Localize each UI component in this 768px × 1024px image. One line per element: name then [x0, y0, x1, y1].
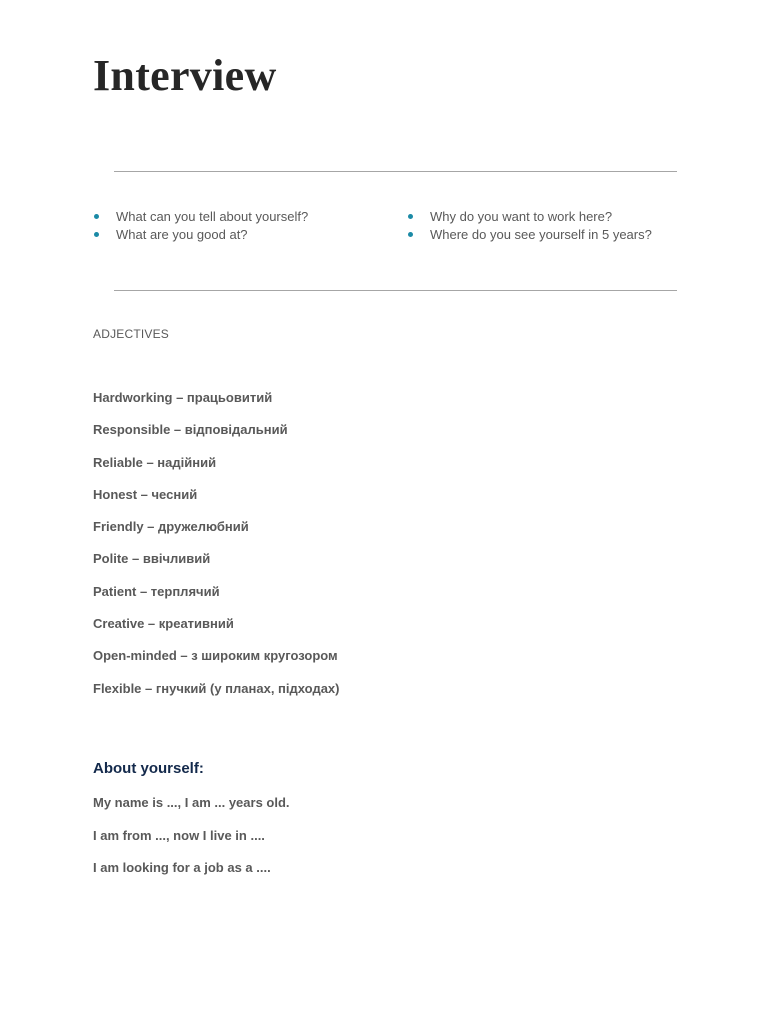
question-text: Where do you see yourself in 5 years?	[430, 227, 652, 242]
adjective-item: Creative – креативний	[93, 616, 234, 632]
adjective-item: Polite – ввічливий	[93, 551, 211, 567]
about-yourself-heading: About yourself:	[93, 760, 204, 777]
divider-bottom	[114, 290, 677, 291]
bullet-dot-icon	[408, 214, 413, 219]
question-text: What are you good at?	[116, 227, 248, 242]
question-item	[93, 208, 407, 226]
questions-column-left	[93, 208, 407, 244]
adjective-item: Reliable – надійний	[93, 454, 217, 470]
question-item	[93, 226, 407, 244]
adjectives-section-label: ADJECTIVES	[93, 327, 170, 341]
question-text: Why do you want to work here?	[430, 209, 613, 224]
about-line: I am from ..., now I live in ....	[93, 827, 265, 843]
adjective-item: Responsible – відповідальний	[93, 422, 288, 438]
page-title: Interview	[93, 51, 277, 100]
adjective-item: Open-minded – з широким кругозором	[93, 648, 338, 664]
about-line: My name is ..., I am ... years old.	[93, 795, 290, 810]
about-yourself-lines	[93, 794, 290, 892]
question-text: What can you tell about yourself?	[116, 209, 309, 224]
adjective-item: Friendly – дружелюбний	[93, 519, 249, 535]
question-item	[407, 226, 652, 244]
bullet-dot-icon	[408, 232, 413, 237]
bullet-dot-icon	[94, 214, 99, 219]
bullet-dot-icon	[94, 232, 99, 237]
adjective-item: Patient – терплячий	[93, 583, 220, 599]
adjectives-list	[93, 389, 340, 712]
divider-top	[114, 171, 677, 172]
adjective-item: Flexible – гнучкий (у планах, підходах)	[93, 680, 340, 696]
about-line: I am looking for a job as a ....	[93, 860, 271, 875]
question-item	[407, 208, 652, 226]
adjective-item: Honest – чесний	[93, 486, 198, 502]
interview-questions	[93, 208, 693, 244]
questions-column-right	[407, 208, 652, 244]
adjective-item: Hardworking – працьовитий	[93, 390, 273, 405]
